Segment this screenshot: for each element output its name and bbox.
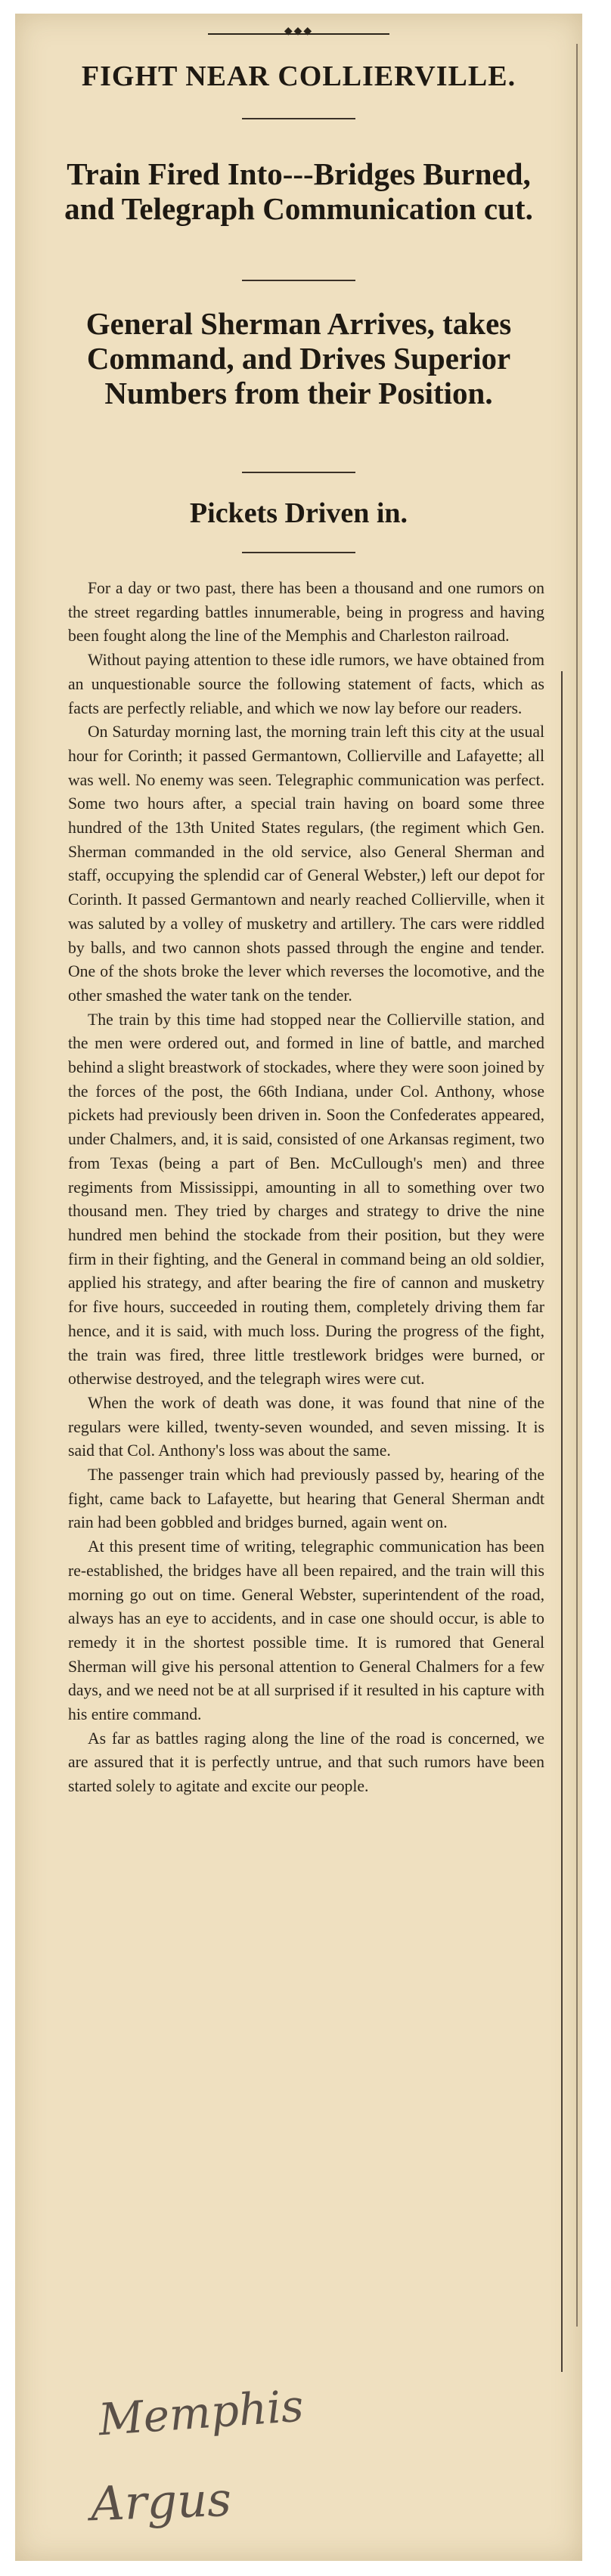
paragraph: On Saturday morning last, the morning train left this city at the usual hour for Corinth; it passed Germantown, Collierville and Lafayette; all was well. No enemy was seen. Telegraphic communication was perfect. Some two hours after, a special train having on board some three hundred of the 13th United States regulars, (the regiment which Gen. Sherman commanded in the old service, also General Sherman and staff, occupying the splendid car of General Webster,) left our depot for Corinth. It passed Germantown and nearly reached Collierville, when it was saluted by a volley of musketry and artillery. The cars were riddled by balls, and two cannon shots passed through the engine and tender. One of the shots broke the lever which reverses the locomotive, and the other smashed the water tank on the tender. (68, 723, 544, 1005)
paragraph: At this present time of writing, telegraphic communication has been re-established, the bridges have all been repaired, and the train will this morning go out on time. General Webster, superintendent of the road, always has an eye to accidents, and in case one should occur, is able to remedy it in the shortest possible time. It is rumored that General Sherman will give his personal attention to General Chalmers for a few days, and we need not be at all surprised if it resulted in his capture with his entire command. (68, 1537, 544, 1724)
handwritten-note-memphis: Memphis (96, 2379, 306, 2446)
paragraph: For a day or two past, there has been a thousand and one rumors on the street regarding battles innumerable, being in progress and having been fought along the line of the Memphis and Charleston railroad. (68, 579, 544, 646)
rule-1 (242, 118, 355, 119)
paragraph: The passenger train which had previously passed by, hearing of the fight, came back to Lafayette, but hearing that General Sherman andt rain had been gobbled and bridges burned, again went on. (68, 1466, 544, 1532)
top-ornament (208, 30, 389, 38)
paragraph: Without paying attention to these idle rumors, we have obtained from an unquestionable source the following statement of facts, which as facts are perfectly reliable, and which we now lay before our readers. (68, 651, 544, 717)
paragraph: As far as battles raging along the line of the road is concerned, we are assured that it is perfectly untrue, and that such rumors have been started solely to agitate and excite our people. (68, 1729, 544, 1796)
rule-4 (242, 552, 355, 553)
paragraph: When the work of death was done, it was found that nine of the regulars were killed, twenty-seven wounded, and seven missing. It is said that Col. Anthony's loss was about the same. (68, 1393, 544, 1460)
subhead-train-fired: Train Fired Into---Bridges Burned, and Telegraph Communication cut. (64, 156, 533, 226)
newspaper-clipping (15, 14, 582, 2561)
rule-3 (242, 472, 355, 473)
paragraph: The train by this time had stopped near the Collierville station, and the men were ordered out, and formed in line of battle, and marched behind a slight breastwork of stockades, where they were soon joined by the forces of the post, the 66th Indiana, under Col. Anthony, whose pickets had previously been driven in. Soon the Confederates appeared, under Chalmers, and, it is said, consisted of one Arkansas regiment, two from Texas (being a part of Ben. McCullough's men) and three regiments from Mississippi, amounting in all to something over two thousand men. They tried by charges and strategy to drive the nine hundred men behind the stockade from their position, but they were firm in their fighting, and the General in command being an old soldier, applied his strategy, and after bearing the fire of cannon and musketry for five hours, succeeded in routing them, completely driving them far hence, and it is said, with much loss. During the progress of the fight, the train was fired, three little trestlework bridges were burned, or otherwise destroyed, and the telegraph wires were cut. (68, 1010, 544, 1389)
handwritten-note-argus: Argus (89, 2471, 233, 2532)
headline: FIGHT NEAR COLLIERVILLE. (81, 60, 516, 92)
subhead-pickets-driven: Pickets Driven in. (189, 497, 408, 529)
column-rule (561, 671, 563, 2372)
rule-2 (242, 280, 355, 281)
clipping-edge (576, 44, 578, 2327)
subhead-sherman-arrives: General Sherman Arrives, takes Command, and Drives Superior Numbers from their Position. (85, 306, 512, 410)
article-body (68, 577, 544, 1799)
